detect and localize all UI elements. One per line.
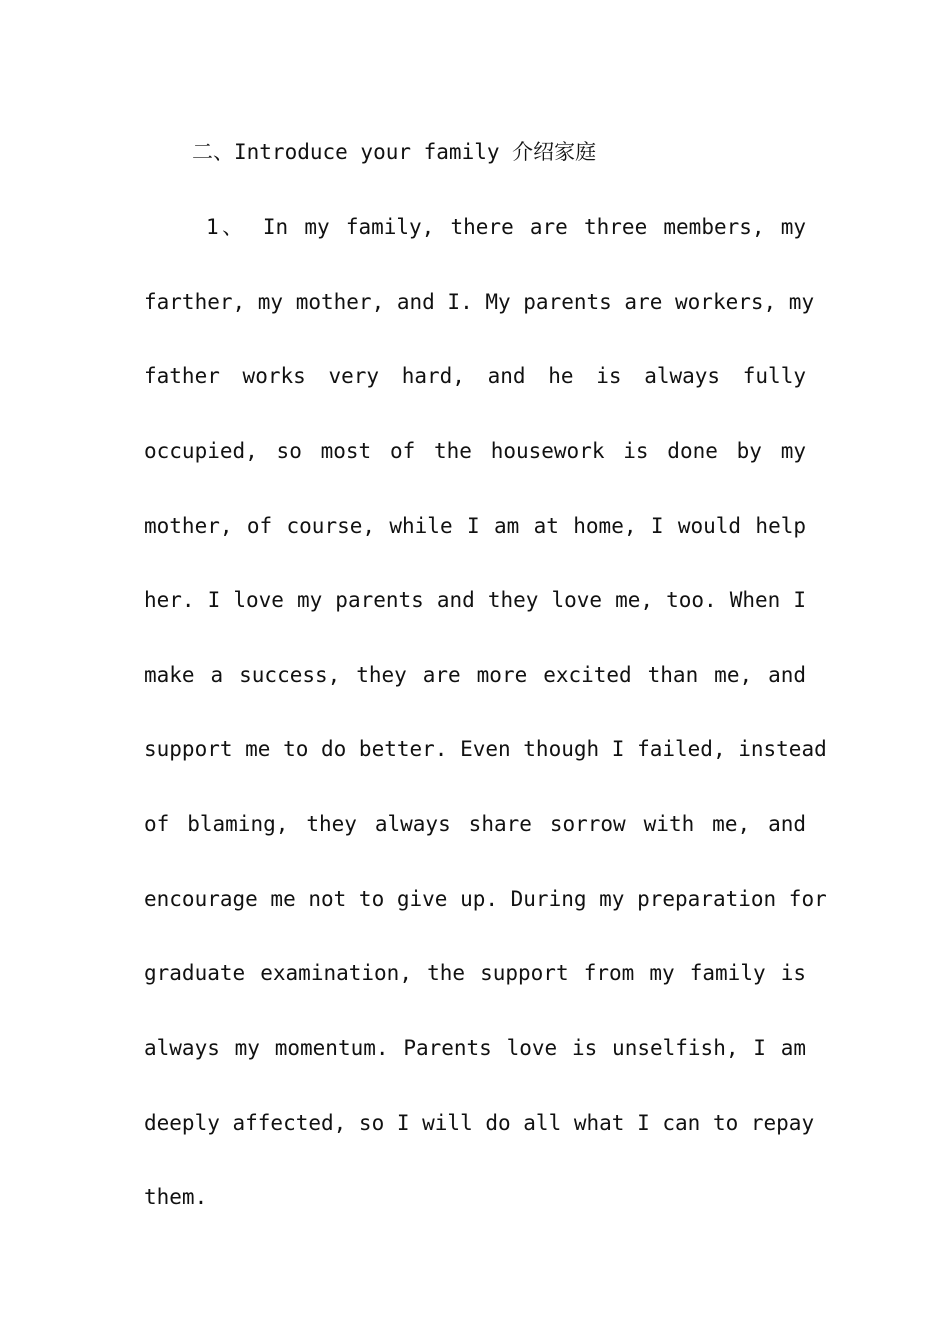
paragraph-line: encourage me not to give up. During my preparation for — [144, 887, 827, 911]
paragraph-line: always my momentum. Parents love is unselfish, I am — [144, 1036, 806, 1060]
paragraph-line: graduate examination, the support from my family is — [144, 961, 806, 985]
paragraph-line: her. I love my parents and they love me, too. When I — [144, 588, 806, 612]
section-heading: 二、Introduce your family 介绍家庭 — [192, 140, 597, 164]
paragraph-line: them. — [144, 1185, 208, 1209]
paragraph-line: mother, of course, while I am at home, I would help — [144, 514, 806, 538]
paragraph-line: father works very hard, and he is always fully — [144, 364, 806, 388]
paragraph-line: occupied, so most of the housework is done by my — [144, 439, 806, 463]
paragraph-line: make a success, they are more excited than me, and — [144, 663, 806, 687]
paragraph-line: deeply affected, so I will do all what I can to repay — [144, 1111, 815, 1135]
paragraph-line: farther, my mother, and I. My parents are workers, my — [144, 290, 815, 314]
paragraph-line: support me to do better. Even though I failed, instead — [144, 737, 827, 761]
paragraph-line: 1、 In my family, there are three members, my — [206, 215, 806, 239]
paragraph-line: of blaming, they always share sorrow with me, and — [144, 812, 806, 836]
